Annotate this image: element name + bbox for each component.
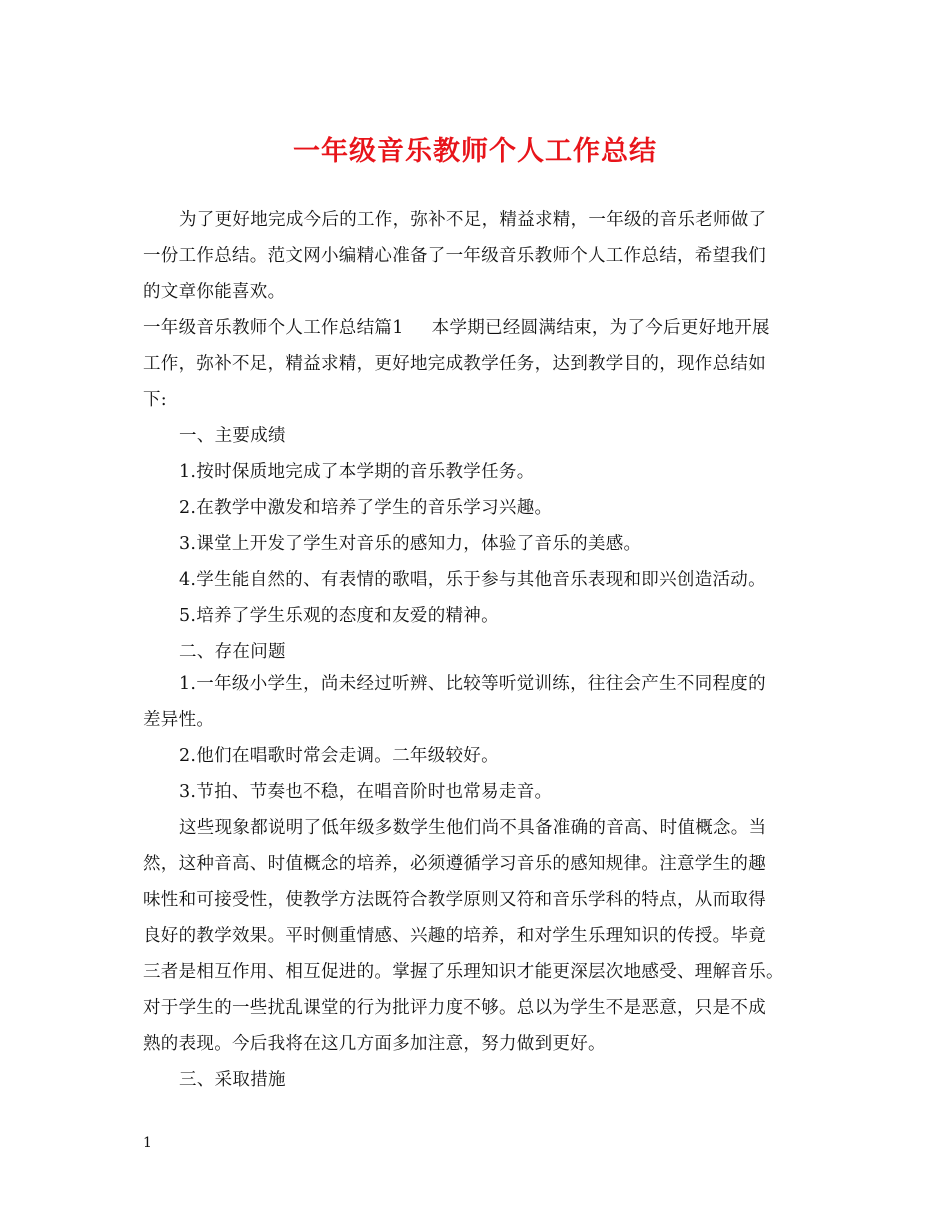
list-item: 5.培养了学生乐观的态度和友爱的精神。 <box>179 606 499 626</box>
article-lead: 本学期已经圆满结束，为了今后更好地开展 <box>431 318 770 338</box>
article-line-2: 工作，弥补不足，精益求精，更好地完成教学任务，达到教学目的，现作总结如 <box>143 354 766 374</box>
intro-line-1: 为了更好地完成今后的工作，弥补不足，精益求精，一年级的音乐老师做了 <box>179 210 767 230</box>
article-line-3: 下: <box>143 390 167 410</box>
paragraph-line: 对于学生的一些扰乱课堂的行为批评力度不够。总以为学生不是恶意，只是不成 <box>143 998 766 1018</box>
section-heading-achievements: 一、主要成绩 <box>179 426 286 446</box>
paragraph-line: 这些现象都说明了低年级多数学生他们尚不具备准确的音高、时值概念。当 <box>179 818 767 838</box>
paragraph-line: 然，这种音高、时值概念的培养，必须遵循学习音乐的感知规律。注意学生的趣 <box>143 854 766 874</box>
section-heading-problems: 二、存在问题 <box>179 642 286 662</box>
intro-line-3: 的文章你能喜欢。 <box>143 282 286 302</box>
list-item: 3.课堂上开发了学生对音乐的感知力，体验了音乐的美感。 <box>179 534 642 554</box>
paragraph-line: 良好的教学效果。平时侧重情感、兴趣的培养，和对学生乐理知识的传授。毕竟 <box>143 926 766 946</box>
list-item: 3.节拍、节奏也不稳，在唱音阶时也常易走音。 <box>179 782 553 802</box>
section-heading-measures: 三、采取措施 <box>179 1070 286 1090</box>
paragraph-line: 味性和可接受性，使教学方法既符合教学原则又符和音乐学科的特点，从而取得 <box>143 890 766 910</box>
list-item: 2.在教学中激发和培养了学生的音乐学习兴趣。 <box>179 498 553 518</box>
intro-line-2: 一份工作总结。范文网小编精心准备了一年级音乐教师个人工作总结，希望我们 <box>143 246 766 266</box>
article-heading-line <box>143 316 770 340</box>
list-item: 2.他们在唱歌时常会走调。二年级较好。 <box>179 746 499 766</box>
list-item: 4.学生能自然的、有表情的歌唱，乐于参与其他音乐表现和即兴创造活动。 <box>179 570 766 590</box>
list-item-continuation: 差异性。 <box>143 710 215 730</box>
page-number: 1 <box>143 1135 152 1151</box>
list-item: 1.一年级小学生，尚未经过听辨、比较等听觉训练，往往会产生不同程度的 <box>179 674 766 694</box>
list-item: 1.按时保质地完成了本学期的音乐教学任务。 <box>179 462 535 482</box>
paragraph-line: 三者是相互作用、相互促进的。掌握了乐理知识才能更深层次地感受、理解音乐。 <box>143 962 784 982</box>
paragraph-line: 熟的表现。今后我将在这几方面多加注意，努力做到更好。 <box>143 1034 606 1054</box>
article-heading: 一年级音乐教师个人工作总结篇1 <box>143 318 404 338</box>
document-title: 一年级音乐教师个人工作总结 <box>293 136 657 167</box>
